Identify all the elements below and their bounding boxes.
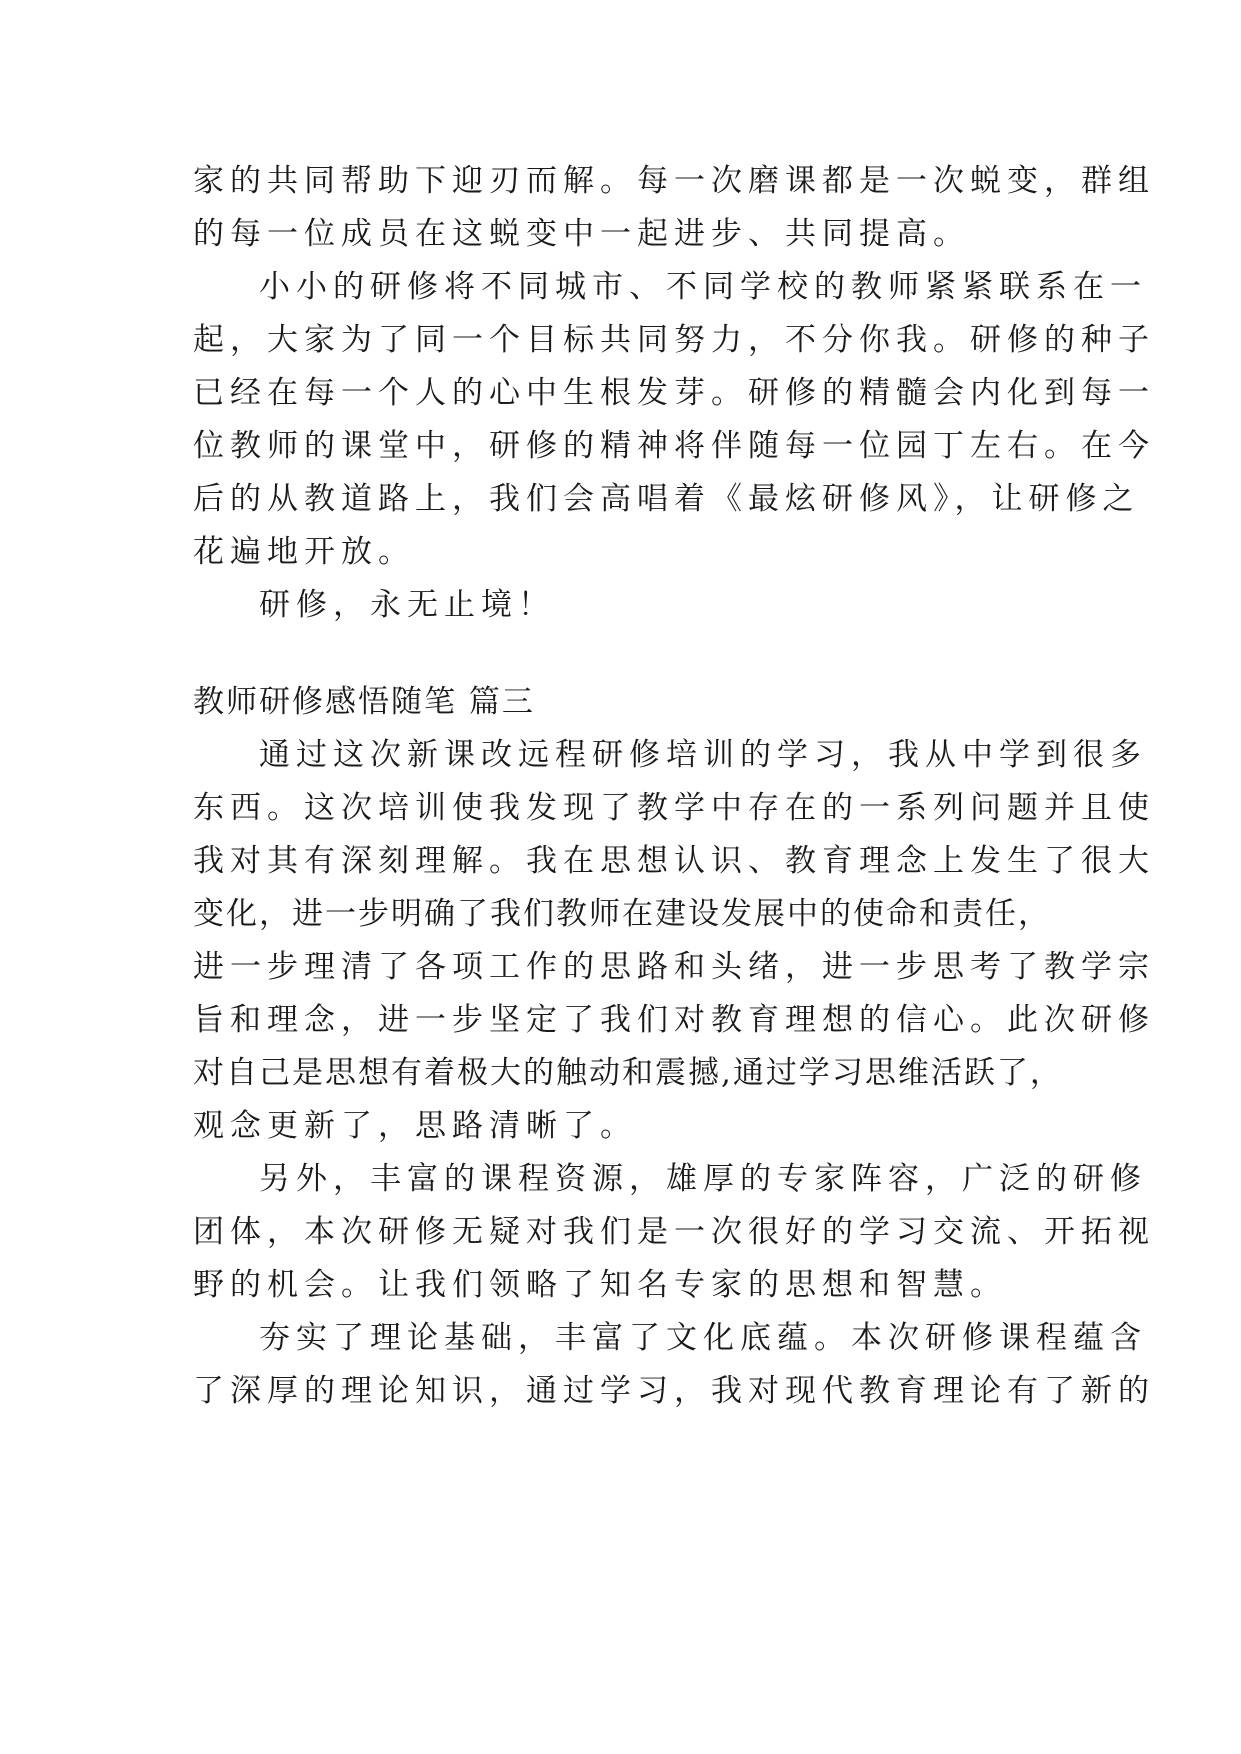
paragraph-line: 对自己是思想有着极大的触动和震撼,通过学习思维活跃了， xyxy=(193,1055,1063,1091)
paragraph-line: 进一步理清了各项工作的思路和头绪，进一步思考了教学宗 xyxy=(193,949,1155,985)
paragraph-line: 旨和理念，进一步坚定了我们对教育理想的信心。此次研修 xyxy=(193,1002,1155,1038)
paragraph-line: 野的机会。让我们领略了知名专家的思想和智慧。 xyxy=(193,1267,1007,1303)
paragraph-line: 起，大家为了同一个目标共同努力，不分你我。研修的种子 xyxy=(193,322,1155,358)
paragraph-line: 观念更新了，思路清晰了。 xyxy=(193,1108,637,1144)
paragraph-line: 团体，本次研修无疑对我们是一次很好的学习交流、开拓视 xyxy=(193,1214,1155,1250)
paragraph-line: 另外，丰富的课程资源，雄厚的专家阵容，广泛的研修 xyxy=(259,1161,1147,1197)
paragraph-line: 我对其有深刻理解。我在思想认识、教育理念上发生了很大 xyxy=(193,843,1155,879)
paragraph-line: 花遍地开放。 xyxy=(193,534,415,570)
paragraph-line: 位教师的课堂中，研修的精神将伴随每一位园丁左右。在今 xyxy=(193,428,1155,464)
paragraph-line: 东西。这次培训使我发现了教学中存在的一系列问题并且使 xyxy=(193,790,1155,826)
document-body xyxy=(193,155,1155,1418)
paragraph-line: 后的从教道路上，我们会高唱着《最炫研修风》，让研修之 xyxy=(193,481,1140,517)
paragraph-line: 夯实了理论基础，丰富了文化底蕴。本次研修课程蕴含 xyxy=(259,1320,1147,1356)
paragraph-line: 通过这次新课改远程研修培训的学习，我从中学到很多 xyxy=(259,737,1147,773)
paragraph-line: 小小的研修将不同城市、不同学校的教师紧紧联系在一 xyxy=(259,269,1147,305)
paragraph-line: 了深厚的理论知识，通过学习，我对现代教育理论有了新的 xyxy=(193,1373,1155,1409)
section-heading: 教师研修感悟随笔 篇三 xyxy=(193,684,535,720)
paragraph-line: 家的共同帮助下迎刃而解。每一次磨课都是一次蜕变，群组 xyxy=(193,163,1155,199)
paragraph-line: 的每一位成员在这蜕变中一起进步、共同提高。 xyxy=(193,216,970,252)
paragraph-line: 研修，永无止境！ xyxy=(259,587,555,623)
section-gap xyxy=(193,632,1065,676)
paragraph-line: 变化，进一步明确了我们教师在建设发展中的使命和责任， xyxy=(193,896,1051,932)
paragraph-line: 已经在每一个人的心中生根发芽。研修的精髓会内化到每一 xyxy=(193,375,1155,411)
